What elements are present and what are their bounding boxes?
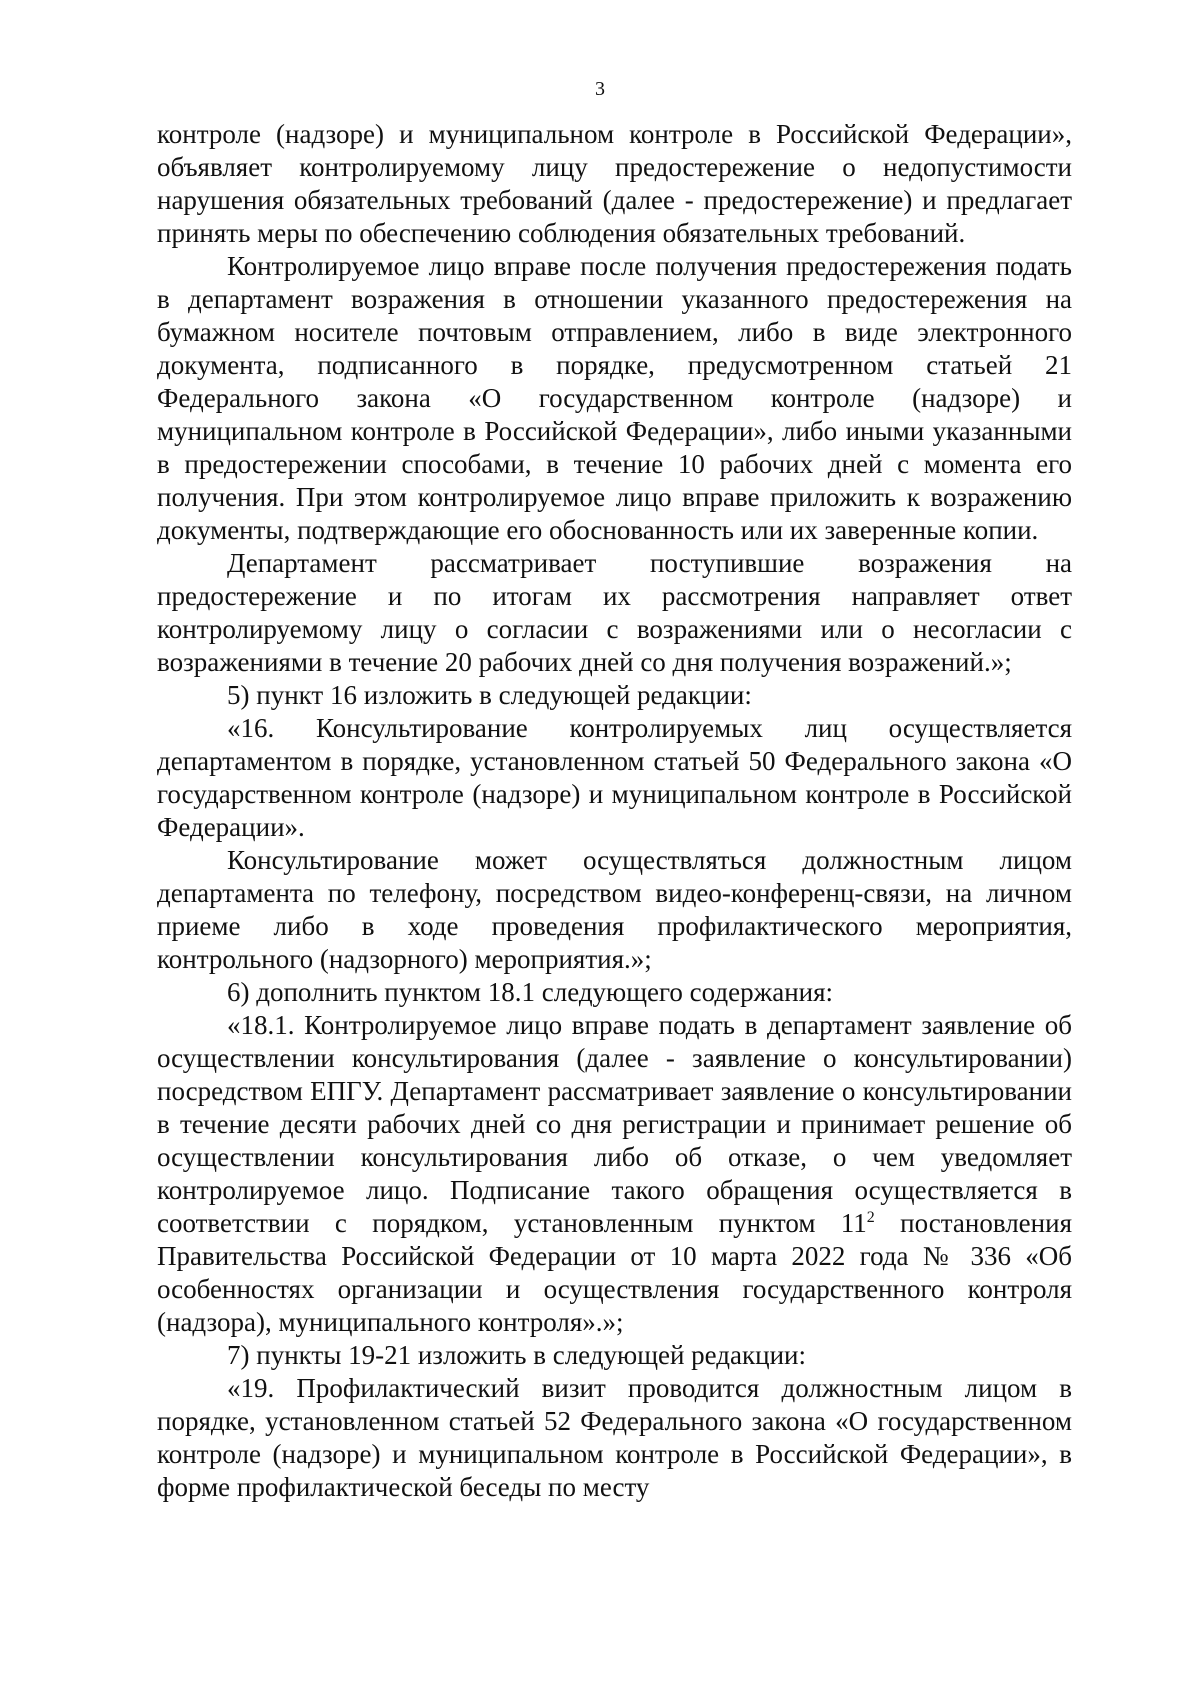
paragraph-item-6: 6) дополнить пунктом 18.1 следующего содержания: (227, 977, 834, 1007)
clause-18-1-text-end: постановления Правительства Российской Федерации от 10 марта 2022 года № 336 «Об особенностях организации и осуществления государственного контроля (надзора), муниципального контроля».»; (157, 1208, 1072, 1337)
paragraph-objection-review: Департамент рассматривает поступившие возражения на предостережение и по итогам их рассмотрения направляет ответ контролируемому лицу о согласии с возражениями или о несогласии с возражениями в течение 20 рабочих дней со дня получения возражений.»; (157, 548, 1072, 677)
paragraph-item-7: 7) пункты 19-21 изложить в следующей редакции: (227, 1340, 806, 1370)
paragraph-clause-18-1 (157, 1009, 1072, 1339)
paragraph-warning-continuation: контроле (надзоре) и муниципальном контроле в Российской Федерации», объявляет контролируемому лицу предостережение о недопустимости нарушения обязательных требований (далее - предостережение) и предлагает принять меры по обеспечению соблюдения обязательных требований. (157, 119, 1072, 248)
page-number: 3 (595, 78, 605, 100)
paragraph-clause-16: «16. Консультирование контролируемых лиц осуществляется департаментом в порядке, установленном статьей 50 Федерального закона «О государственном контроле (надзоре) и муниципальном контроле в Российской Федерации». (157, 713, 1072, 842)
paragraph-clause-19: «19. Профилактический визит проводится должностным лицом в порядке, установленном статьей 52 Федерального закона «О государственном контроле (надзоре) и муниципальном контроле в Российской Федерации», в форме профилактической беседы по месту (157, 1373, 1072, 1502)
clause-18-1-text-start: «18.1. Контролируемое лицо вправе подать в департамент заявление об осуществлении консультирования (далее - заявление о консультировании) посредством ЕПГУ. Департамент рассматривает заявление о консультировании в течение десяти рабочих дней со дня регистрации и принимает решение об осуществлении консультирования либо об отказе, о чем уведомляет контролируемое лицо. Подписание такого обращения осуществляется в соответствии с порядком, установленным пунктом 11 (157, 1010, 1072, 1238)
document-body (157, 118, 1072, 1504)
superscript-mark: 2 (866, 1209, 875, 1226)
paragraph-consulting-methods: Консультирование может осуществляться должностным лицом департамента по телефону, посредством видео-конференц-связи, на личном приеме либо в ходе проведения профилактического мероприятия, контрольного (надзорного) мероприятия.»; (157, 845, 1072, 974)
paragraph-item-5: 5) пункт 16 изложить в следующей редакции: (227, 680, 752, 710)
paragraph-objection-right: Контролируемое лицо вправе после получения предостережения подать в департамент возражения в отношении указанного предостережения на бумажном носителе почтовым отправлением, либо в виде электронного документа, подписанного в порядке, предусмотренном статьей 21 Федерального закона «О государственном контроле (надзоре) и муниципальном контроле в Российской Федерации», либо иными указанными в предостережении способами, в течение 10 рабочих дней с момента его получения. При этом контролируемое лицо вправе приложить к возражению документы, подтверждающие его обоснованность или их заверенные копии. (157, 251, 1072, 545)
